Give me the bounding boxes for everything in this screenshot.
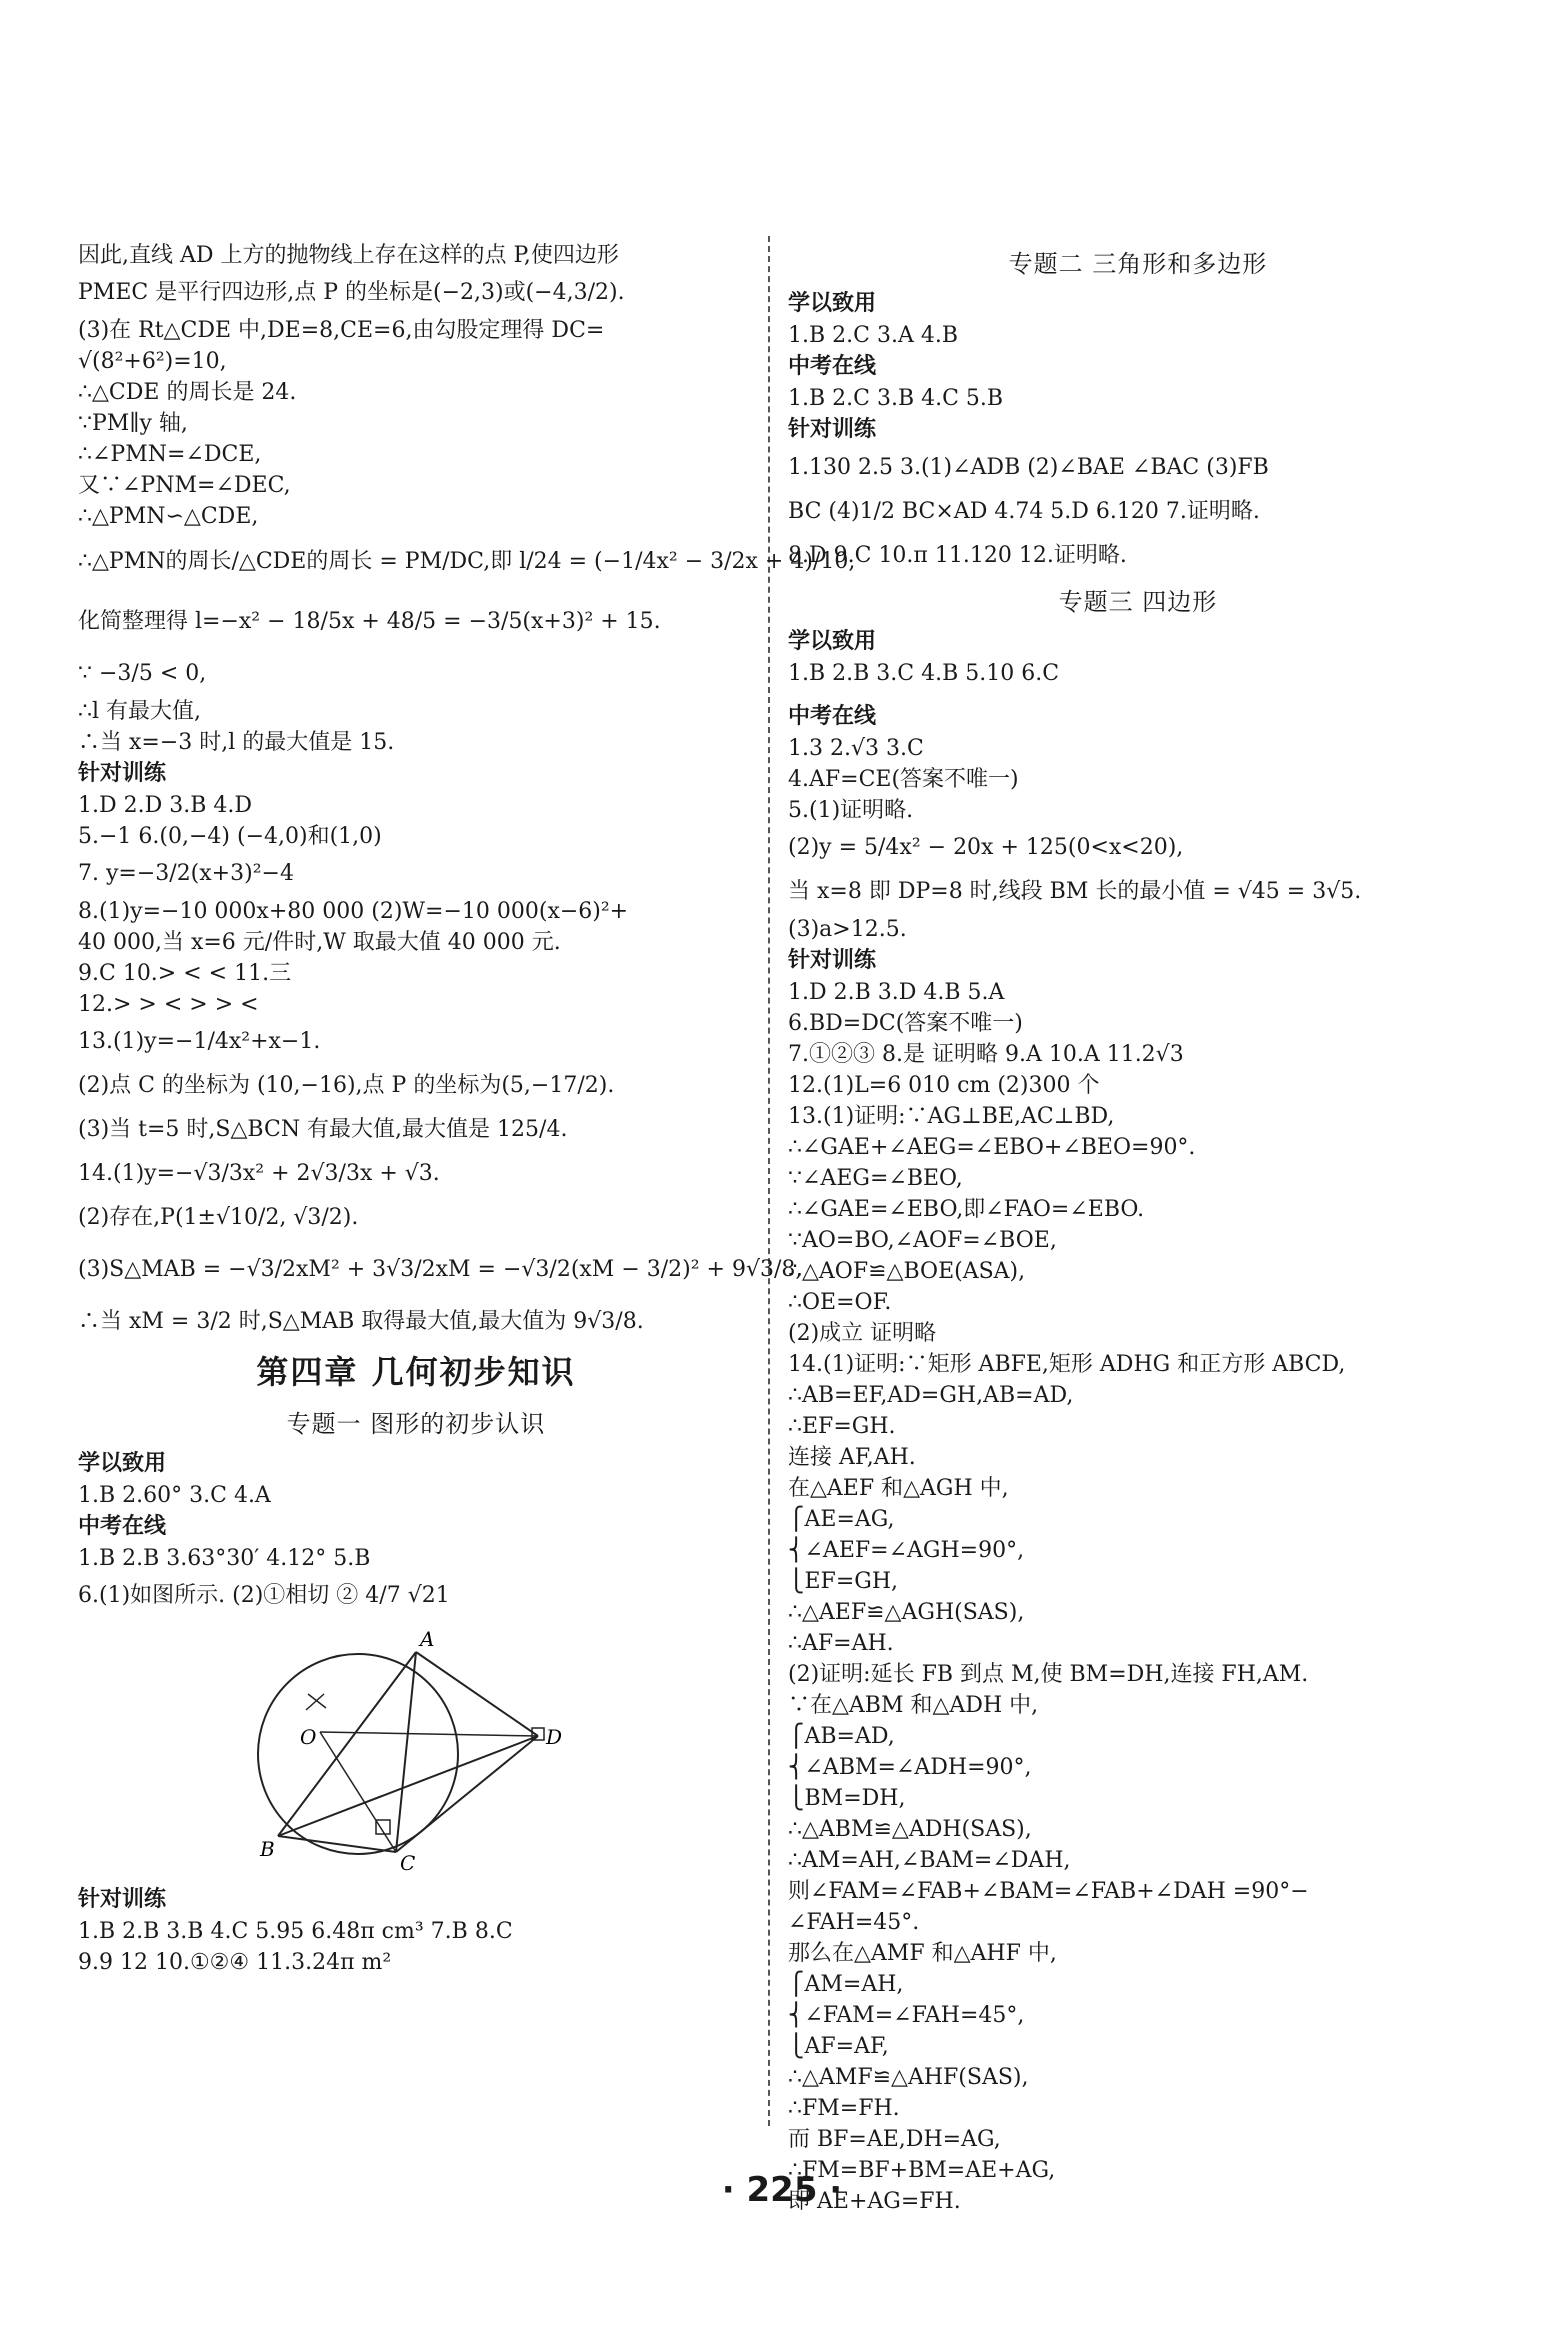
answer-line: 1.D 2.B 3.D 4.B 5.A	[788, 980, 1005, 1005]
answer-line: 6.BD=DC(答案不唯一)	[788, 1011, 1023, 1036]
answer-line: 1.B 2.B 3.C 4.B 5.10 6.C	[788, 661, 1060, 686]
answer-line: ∴EF=GH.	[788, 1414, 896, 1439]
answer-line: ∴AM=AH,∠BAM=∠DAH,	[788, 1848, 1071, 1873]
answer-line: 即 AE+AG=FH.	[788, 2189, 961, 2214]
answer-line: 那么在△AMF 和△AHF 中,	[788, 1941, 1057, 1966]
page-number: · 225 ·	[721, 2170, 843, 2210]
answer-line: 1.3 2.√3 3.C	[788, 736, 924, 761]
answer-line: 13.(1)证明:∵AG⊥BE,AC⊥BD,	[788, 1104, 1115, 1129]
segment-ad	[416, 1652, 538, 1736]
text-line: ∴当 x=−3 时,l 的最大值是 15.	[78, 730, 395, 755]
answer-line: 5.−1 6.(0,−4) (−4,0)和(1,0)	[78, 824, 382, 849]
section-heading: 针对训练	[788, 948, 877, 973]
answer-line: ∵AO=BO,∠AOF=∠BOE,	[788, 1228, 1057, 1253]
answer-line: 1.B 2.B 3.63°30′ 4.12° 5.B	[78, 1546, 371, 1571]
text-line: ∴∠PMN=∠DCE,	[78, 442, 262, 467]
answer-line: ⎧AM=AH,	[788, 1972, 904, 1997]
answer-line: ⎧AE=AG,	[788, 1507, 895, 1532]
geometry-figure	[248, 1624, 668, 1874]
answer-line: ∴AB=EF,AD=GH,AB=AD,	[788, 1383, 1074, 1408]
answer-line: 8.(1)y=−10 000x+80 000 (2)W=−10 000(x−6)²+	[78, 899, 629, 924]
answer-line: ∴△ABM≌△ADH(SAS),	[788, 1817, 1032, 1842]
segment-bd	[278, 1736, 538, 1836]
answer-line: 7. y=−3/2(x+3)²−4	[78, 861, 294, 886]
answer-line: ∴OE=OF.	[788, 1290, 892, 1315]
answer-line: ∴△AMF≌△AHF(SAS),	[788, 2065, 1029, 2090]
answer-line: ∴△AEF≌△AGH(SAS),	[788, 1600, 1025, 1625]
answer-line: ∴∠GAE+∠AEG=∠EBO+∠BEO=90°.	[788, 1135, 1196, 1160]
answer-line: (2)点 C 的坐标为 (10,−16),点 P 的坐标为(5,−17/2).	[78, 1073, 615, 1098]
formula-line: 化简整理得 l=−x² − 18/5x + 48/5 = −3/5(x+3)² + 15.	[78, 609, 661, 634]
formula-line: ∴△PMN的周长/△CDE的周长 = PM/DC,即 l/24 = (−1/4x² − 3/2x + 4)/10,	[78, 549, 856, 574]
arc-mark	[306, 1694, 326, 1710]
section-heading: 针对训练	[78, 1887, 167, 1912]
chapter-title: 第四章 几何初步知识	[256, 1353, 576, 1391]
label-o: O	[300, 1725, 317, 1749]
formula-line: ∵ −3/5 < 0,	[78, 661, 207, 686]
section-heading: 学以致用	[788, 291, 877, 316]
answer-line: ∴∠GAE=∠EBO,即∠FAO=∠EBO.	[788, 1197, 1145, 1222]
answer-line: 8.D 9.C 10.π 11.120 12.证明略.	[788, 543, 1127, 568]
answer-line: 当 x=8 即 DP=8 时,线段 BM 长的最小值 = √45 = 3√5.	[788, 879, 1362, 904]
answer-line: ⎨∠AEF=∠AGH=90°,	[788, 1538, 1025, 1563]
answer-line: ∴AF=AH.	[788, 1631, 894, 1656]
label-c: C	[400, 1851, 416, 1874]
answer-line: 9.C 10.> < < 11.三	[78, 961, 292, 986]
answer-line: ⎨∠FAM=∠FAH=45°,	[788, 2003, 1025, 2028]
section-heading: 中考在线	[78, 1514, 167, 1539]
answer-line: 13.(1)y=−1/4x²+x−1.	[78, 1029, 321, 1054]
answer-line: ⎩AF=AF,	[788, 2034, 889, 2059]
answer-line: 14.(1)证明:∵矩形 ABFE,矩形 ADHG 和正方形 ABCD,	[788, 1352, 1346, 1377]
text-line: 因此,直线 AD 上方的抛物线上存在这样的点 P,使四边形	[78, 243, 619, 268]
text-line: ∴△PMN∽△CDE,	[78, 504, 259, 529]
answer-line: 7.①②③ 8.是 证明略 9.A 10.A 11.2√3	[788, 1042, 1184, 1067]
answer-line: ∴FM=BF+BM=AE+AG,	[788, 2158, 1056, 2183]
answer-line: (3)当 t=5 时,S△BCN 有最大值,最大值是 125/4.	[78, 1117, 568, 1142]
segment-ac	[396, 1652, 416, 1852]
answer-line: (2)证明:延长 FB 到点 M,使 BM=DH,连接 FH,AM.	[788, 1662, 1309, 1687]
section-heading: 学以致用	[78, 1451, 167, 1476]
answer-line: 1.D 2.D 3.B 4.D	[78, 793, 253, 818]
answer-line: ∴当 xM = 3/2 时,S△MAB 取得最大值,最大值为 9√3/8.	[78, 1309, 644, 1334]
answer-line: ⎩EF=GH,	[788, 1569, 899, 1594]
text-line: √(8²+6²)=10,	[78, 349, 227, 374]
answer-line: ⎩BM=DH,	[788, 1786, 906, 1811]
answer-line: ∠FAH=45°.	[788, 1910, 920, 1935]
answer-line: (2)成立 证明略	[788, 1321, 937, 1346]
answer-line: 连接 AF,AH.	[788, 1445, 916, 1470]
answer-line: ⎧AB=AD,	[788, 1724, 895, 1749]
answer-line: (3)a>12.5.	[788, 917, 907, 942]
label-a: A	[420, 1627, 435, 1651]
answer-line: 1.B 2.C 3.B 4.C 5.B	[788, 386, 1004, 411]
column-divider	[768, 236, 770, 2126]
topic-title: 专题一 图形的初步认识	[286, 1410, 546, 1438]
answer-line: 1.B 2.C 3.A 4.B	[788, 323, 958, 348]
answer-line: ⎨∠ABM=∠ADH=90°,	[788, 1755, 1032, 1780]
answer-line: (3)S△MAB = −√3/2xM² + 3√3/2xM = −√3/2(xM − 3/2)² + 9√3/8,	[78, 1257, 803, 1282]
segment-cd	[396, 1736, 538, 1852]
right-column	[788, 240, 1488, 2217]
answer-line: 而 BF=AE,DH=AG,	[788, 2127, 1001, 2152]
section-heading: 针对训练	[78, 761, 167, 786]
section-heading: 学以致用	[788, 629, 877, 654]
answer-line: 1.B 2.60° 3.C 4.A	[78, 1483, 271, 1508]
label-d: D	[546, 1725, 563, 1749]
text-line: ∴l 有最大值,	[78, 699, 202, 724]
text-line: PMEC 是平行四边形,点 P 的坐标是(−2,3)或(−4,3/2).	[78, 280, 625, 305]
text-line: ∵PM∥y 轴,	[78, 411, 188, 436]
answer-line: (2)y = 5/4x² − 20x + 125(0<x<20),	[788, 835, 1184, 860]
answer-line: 6.(1)如图所示. (2)①相切 ② 4/7 √21	[78, 1583, 450, 1608]
answer-line: 40 000,当 x=6 元/件时,W 取最大值 40 000 元.	[78, 930, 561, 955]
text-line: (3)在 Rt△CDE 中,DE=8,CE=6,由勾股定理得 DC=	[78, 318, 605, 343]
answer-line: 1.130 2.5 3.(1)∠ADB (2)∠BAE ∠BAC (3)FB	[788, 455, 1269, 480]
section-heading: 中考在线	[788, 704, 877, 729]
answer-line: BC (4)1/2 BC×AD 4.74 5.D 6.120 7.证明略.	[788, 499, 1260, 524]
answer-line: 12.> > < > > <	[78, 992, 259, 1017]
answer-line: 4.AF=CE(答案不唯一)	[788, 767, 1019, 792]
text-line: ∴△CDE 的周长是 24.	[78, 380, 297, 405]
answer-line: 5.(1)证明略.	[788, 798, 914, 823]
section-heading: 针对训练	[788, 417, 877, 442]
topic-title: 专题三 四边形	[1058, 588, 1218, 616]
answer-line: ∴FM=FH.	[788, 2096, 900, 2121]
label-b: B	[260, 1837, 275, 1861]
answer-line: ∴△AOF≌△BOE(ASA),	[788, 1259, 1026, 1284]
answer-line: 12.(1)L=6 010 cm (2)300 个	[788, 1073, 1100, 1098]
section-heading: 中考在线	[788, 354, 877, 379]
text-line: 又∵∠PNM=∠DEC,	[78, 473, 291, 498]
topic-title: 专题二 三角形和多边形	[1008, 250, 1268, 278]
answer-line: 14.(1)y=−√3/3x² + 2√3/3x + √3.	[78, 1161, 440, 1186]
segment-bc	[278, 1836, 396, 1852]
answer-line: 则∠FAM=∠FAB+∠BAM=∠FAB+∠DAH =90°−	[788, 1879, 1309, 1904]
answer-line: 在△AEF 和△AGH 中,	[788, 1476, 1009, 1501]
answer-line: ∵∠AEG=∠BEO,	[788, 1166, 963, 1191]
answer-line: (2)存在,P(1±√10/2, √3/2).	[78, 1205, 359, 1230]
answer-line: 9.9 12 10.①②④ 11.3.24π m²	[78, 1950, 392, 1975]
answer-line: ∵在△ABM 和△ADH 中,	[788, 1693, 1039, 1718]
answer-line: 1.B 2.B 3.B 4.C 5.95 6.48π cm³ 7.B 8.C	[78, 1919, 513, 1944]
